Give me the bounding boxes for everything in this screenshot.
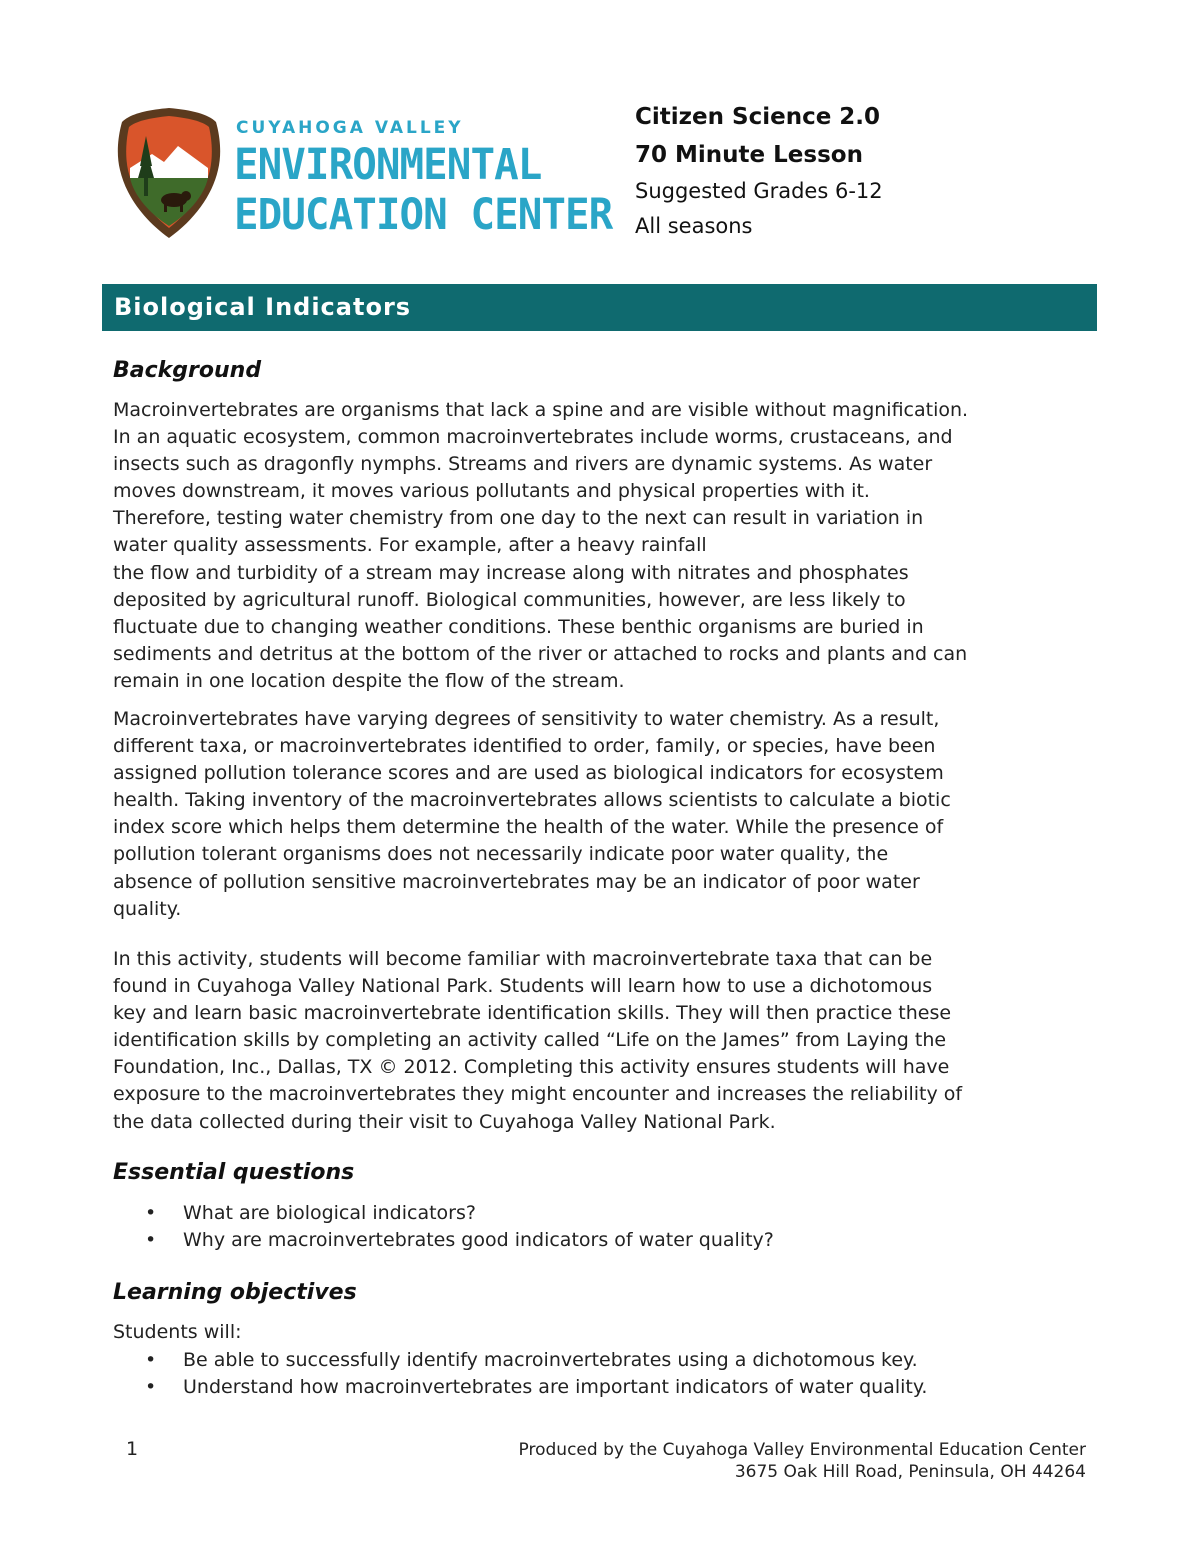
- banner-title: Biological Indicators: [114, 293, 412, 321]
- org-name-line2: ENVIRONMENTAL: [234, 140, 542, 190]
- list-item: • Why are macroinvertebrates good indicators of water quality?: [113, 1227, 1093, 1254]
- background-heading: Background: [113, 358, 262, 383]
- list-item: • Understand how macroinvertebrates are important indicators of water quality.: [113, 1374, 1093, 1401]
- learning-objectives-heading: Learning objectives: [113, 1280, 357, 1305]
- background-paragraph-1: Macroinvertebrates are organisms that lack a spine and are visible without magnification. In an aquatic ecosystem, common macroinvertebrates include worms, crustaceans, and insects such as dragonfly nymphs. Streams and rivers are dynamic systems. As water moves downstream, it moves various pollutants and physical properties with it. Therefore, testing water chemistry from one day to the next can result in variation in water quality assessments. For example, after a heavy rainfall the flow and turbidity of a stream may increase along with nitrates and phosphates deposited by agricultural runoff. Biological communities, however, are less likely to fluctuate due to changing weather conditions. These benthic organisms are buried in sediments and detritus at the bottom of the river or attached to rocks and plants and can remain in one location despite the flow of the stream.: [113, 399, 969, 692]
- footer-produced-by: Produced by the Cuyahoga Valley Environmental Education Center: [518, 1440, 1086, 1460]
- background-paragraph-3: In this activity, students will become familiar with macroinvertebrate taxa that can be found in Cuyahoga Valley National Park. Students will learn how to use a dichotomous key and learn basic macroinvertebrate identification skills. They will then practice these identification skills by completing an activity called “Life on the James” from Laying the Foundation, Inc., Dallas, TX © 2012. Completing this activity ensures students will have exposure to the macroinvertebrates they might encounter and increases the reliability of the data collected during their visit to Cuyahoga Valley National Park.: [113, 948, 963, 1133]
- essential-questions-heading: Essential questions: [113, 1160, 355, 1185]
- learning-objectives-intro: Students will:: [113, 1321, 242, 1343]
- learning-objectives-list: [113, 1347, 1093, 1401]
- nps-arrowhead-icon: [116, 106, 222, 240]
- organization-logo: [116, 106, 613, 242]
- footer-credit: [519, 1439, 1086, 1483]
- org-name-line1: CUYAHOGA VALLEY: [236, 118, 464, 138]
- org-name-line3: EDUCATION CENTER: [234, 190, 613, 240]
- lesson-info: [635, 98, 1075, 244]
- lesson-seasons: All seasons: [635, 214, 753, 238]
- lesson-title: Citizen Science 2.0: [635, 104, 881, 130]
- list-item: • Be able to successfully identify macroinvertebrates using a dichotomous key.: [113, 1347, 1093, 1374]
- list-item: • What are biological indicators?: [113, 1200, 1093, 1227]
- background-paragraph-2: Macroinvertebrates have varying degrees of sensitivity to water chemistry. As a result, different taxa, or macroinvertebrates identified to order, family, or species, have been assigned pollution tolerance scores and are used as biological indicators for ecosystem health. Taking inventory of the macroinvertebrates allows scientists to calculate a biotic index score which helps them determine the health of the water. While the presence of pollution tolerant organisms does not necessarily indicate poor water quality, the absence of pollution sensitive macroinvertebrates may be an indicator of poor water quality.: [113, 708, 951, 920]
- lesson-grades: Suggested Grades 6-12: [635, 179, 883, 203]
- essential-questions-list: [113, 1200, 1093, 1254]
- section-banner: [102, 284, 1097, 331]
- footer-address: 3675 Oak Hill Road, Peninsula, OH 44264: [734, 1462, 1086, 1482]
- lesson-duration: 70 Minute Lesson: [635, 142, 863, 168]
- page-number: 1: [126, 1438, 139, 1460]
